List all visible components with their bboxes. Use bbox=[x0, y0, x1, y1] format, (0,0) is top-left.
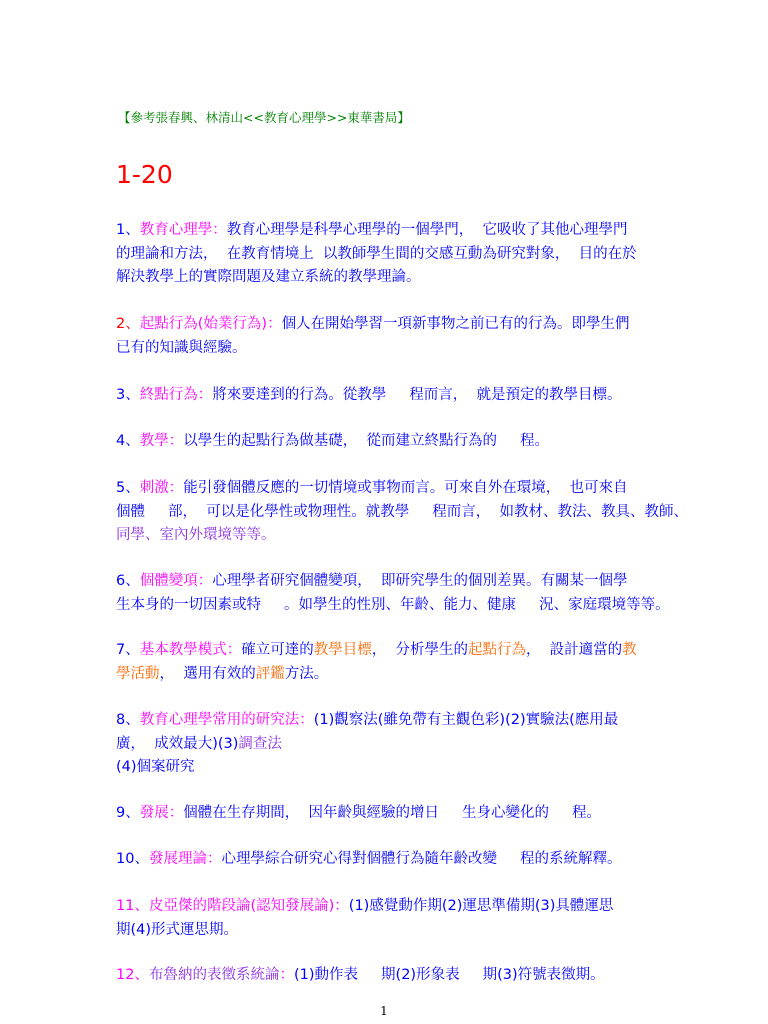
entry-1-line-3: 解決教學上的實際問題及建立系統的教學理論。 bbox=[116, 269, 421, 285]
entry-term: 教學 bbox=[139, 433, 169, 449]
entry-5-line-2: 個體 部， 可以是化學性或物理性。就教學 程而言， 如教材、教法、教具、教師、 bbox=[116, 503, 689, 520]
entry-text: 能引發個體反應的一切情境或事物而言。可來自外在環境， 也可來自 bbox=[183, 480, 628, 496]
entry-number: 3、 bbox=[116, 387, 140, 403]
entry-term: 基本教學模式 bbox=[139, 642, 227, 658]
entry-text: 將來要達到的行為。從教學 程而言， 就是預定的教學目標。 bbox=[212, 387, 622, 403]
entry-separator: ： bbox=[206, 851, 222, 867]
entry-text: (1)動作表 期(2)形象表 期(3)符號表徵期。 bbox=[293, 967, 605, 983]
entry-separator: ： bbox=[334, 898, 349, 914]
entry-text: 心理學者研究個體變項， 即研究學生的個別差異。有關某一個學 bbox=[212, 573, 628, 589]
entry-6 bbox=[116, 570, 670, 617]
entry-term: 教育心理學 bbox=[139, 222, 213, 238]
entry-number: 6、 bbox=[116, 573, 140, 589]
entry-term: 發展理論 bbox=[148, 851, 207, 867]
entry-term: 布魯納的表徵系統論 bbox=[148, 967, 280, 983]
entry-8-line-1 bbox=[116, 709, 664, 733]
entry-term: 起點行為(始業行為) bbox=[139, 316, 268, 332]
entry-text: 教育心理學是科學心理學的一個學門， 它吸收了其他心理學門 bbox=[226, 222, 628, 238]
highlight-term: 教學目標 bbox=[313, 642, 372, 658]
entry-separator: ： bbox=[197, 573, 213, 589]
highlight-term: 學活動 bbox=[116, 665, 160, 682]
entry-11-line-1 bbox=[116, 895, 664, 919]
entry-1-line-1 bbox=[116, 219, 664, 243]
entry-12 bbox=[116, 964, 664, 988]
entry-separator: ： bbox=[168, 480, 184, 496]
entry-separator: ： bbox=[299, 712, 314, 728]
entry-separator: ： bbox=[168, 433, 184, 449]
entry-10-line-1 bbox=[116, 848, 664, 872]
entry-separator: ： bbox=[267, 316, 282, 332]
entry-separator: ： bbox=[168, 805, 184, 821]
entry-text: ， 選用有效的 bbox=[159, 665, 256, 682]
entry-7-line-1 bbox=[116, 639, 664, 663]
entry-separator: ： bbox=[226, 642, 242, 658]
entry-text: ， 分析學生的 bbox=[371, 642, 468, 658]
entry-text: 以學生的起點行為做基礎， 從而建立終點行為的 程。 bbox=[183, 433, 549, 449]
entry-term: 刺激 bbox=[139, 480, 169, 496]
entry-5 bbox=[116, 477, 689, 548]
reference-citation: 【參考張春興、林清山<<教育心理學>>東華書局】 bbox=[118, 110, 410, 125]
entry-text: 確立可達的 bbox=[241, 642, 314, 658]
entry-4 bbox=[116, 430, 664, 454]
entry-number: 11、 bbox=[116, 898, 149, 914]
highlight-term: 起點行為 bbox=[467, 642, 526, 658]
entry-2 bbox=[116, 313, 664, 360]
entry-5-line-3: 同學、室內外環境等等。 bbox=[116, 527, 276, 543]
entry-7 bbox=[116, 639, 664, 686]
entry-number: 7、 bbox=[116, 642, 140, 658]
entry-separator: ： bbox=[212, 222, 227, 238]
entry-4-line-1 bbox=[116, 430, 664, 454]
entry-text: 心理學綜合研究心得對個體行為隨年齡改變 程的系統解釋。 bbox=[221, 851, 622, 867]
entry-term: 皮亞傑的階段論(認知發展論) bbox=[148, 898, 335, 914]
entry-8 bbox=[116, 709, 664, 780]
entry-text: 調查法 bbox=[238, 735, 282, 752]
page-number: 1 bbox=[380, 1004, 388, 1018]
entry-text: (1)感覺動作期(2)運思準備期(3)具體運思 bbox=[348, 898, 614, 914]
entry-9 bbox=[116, 802, 664, 826]
entry-separator: ： bbox=[197, 387, 213, 403]
entry-9-line-1 bbox=[116, 802, 664, 826]
entry-number: 12、 bbox=[116, 967, 149, 983]
entry-text: 廣， 成效最大)(3) bbox=[116, 735, 239, 752]
entry-7-line-2 bbox=[116, 663, 664, 687]
entry-8-line-3: (4)個案研究 bbox=[116, 759, 195, 775]
entry-text: 方法。 bbox=[284, 665, 329, 682]
entry-term: 發展 bbox=[139, 805, 169, 821]
entry-2-line-1 bbox=[116, 313, 664, 337]
entry-text: 個體在生存期間， 因年齡與經驗的增日 生身心變化的 程。 bbox=[183, 805, 602, 821]
entry-term: 終點行為 bbox=[139, 387, 198, 403]
entry-number: 5、 bbox=[116, 480, 140, 496]
entry-number: 2、 bbox=[116, 316, 140, 332]
entry-8-line-2 bbox=[116, 733, 664, 757]
section-title: 1-20 bbox=[116, 160, 173, 189]
entry-text: (1)觀察法(雖免帶有主觀色彩)(2)實驗法(應用最 bbox=[313, 712, 619, 728]
entry-1-line-2: 的理論和方法， 在教育情境上 以教師學生間的交感互動為研究對象， 目的在於 bbox=[116, 245, 637, 262]
entry-11 bbox=[116, 895, 664, 942]
entry-6-line-2: 生本身的一切因素或特 。如學生的性別、年齡、能力、健康 況、家庭環境等等。 bbox=[116, 596, 670, 613]
entry-number: 9、 bbox=[116, 805, 140, 821]
entry-number: 1、 bbox=[116, 222, 140, 238]
entry-12-line-1 bbox=[116, 964, 664, 988]
entry-2-line-2: 已有的知識與經驗。 bbox=[116, 339, 247, 356]
entry-11-line-2: 期(4)形式運思期。 bbox=[116, 921, 239, 938]
highlight-term: 評鑑 bbox=[255, 665, 285, 682]
entry-separator: ： bbox=[279, 967, 294, 983]
entry-number: 4、 bbox=[116, 433, 140, 449]
entry-10 bbox=[116, 848, 664, 872]
entry-5-line-1 bbox=[116, 477, 664, 501]
entry-number: 8、 bbox=[116, 712, 140, 728]
entry-3-line-1 bbox=[116, 384, 664, 408]
highlight-term: 教 bbox=[622, 642, 637, 658]
entry-6-line-1 bbox=[116, 570, 664, 594]
entry-1 bbox=[116, 219, 664, 290]
entry-text: ， 設計適當的 bbox=[525, 642, 623, 658]
entry-number: 10、 bbox=[116, 851, 149, 867]
entry-term: 教育心理學常用的研究法 bbox=[139, 712, 300, 728]
entry-term: 個體變項 bbox=[139, 573, 198, 589]
entry-3 bbox=[116, 384, 664, 408]
entry-text: 個人在開始學習一項新事物之前已有的行為。即學生們 bbox=[281, 316, 630, 332]
